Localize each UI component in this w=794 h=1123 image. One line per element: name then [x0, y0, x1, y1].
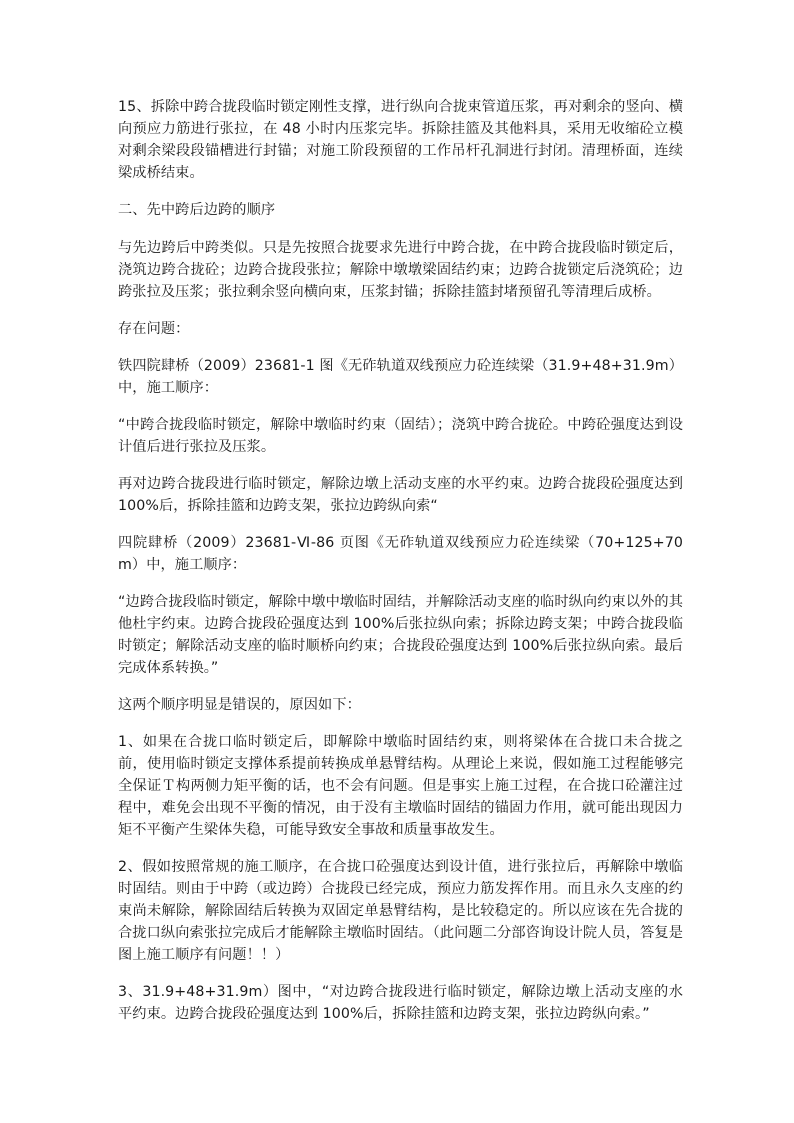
paragraph-drawing-reference-2: 四院肆桥（2009）23681-Ⅵ-86 页图《无砟轨道双线预应力砼连续梁（70+125+70m）中，施工顺序：	[118, 535, 683, 573]
document-body	[118, 96, 683, 1040]
paragraph-reason-1: 1、如果在合拢口临时锁定后，即解除中墩临时固结约束，则将梁体在合拢口未合拢之前，使用临时锁定支撑体系提前转换成单悬臂结构。从理论上来说，假如施工过程能够完全保证Ｔ构两侧力矩平衡的话，也不会有问题。但是事实上施工过程，在合拢口砼灌注过程中，难免会出现不平衡的情况，由于没有主墩临时固结的锚固力作用，就可能出现因力矩不平衡产生梁体失稳，可能导致安全事故和质量事故发生。	[118, 734, 683, 838]
paragraph-issues-label: 存在问题：	[118, 321, 190, 337]
paragraph-quote-1a: “中跨合拢段临时锁定，解除中墩临时约束（固结）；浇筑中跨合拢砼。中跨砼强度达到设计值后进行张拉及压浆。	[118, 417, 683, 455]
paragraph-reason-3: 3、31.9+48+31.9m）图中，“对边跨合拢段进行临时锁定，解除边墩上活动支座的水平约束。边跨合拢段砼强度达到 100%后，拆除挂篮和边跨支架，张拉边跨纵向索。”	[118, 984, 683, 1022]
paragraph-quote-2: “边跨合拢段临时锁定，解除中墩中墩临时固结，并解除活动支座的临时纵向约束以外的其他杜宇约束。边跨合拢段砼强度达到 100%后张拉纵向索；拆除边跨支架；中跨合拢段临时锁定；解除活动支座的临时顺桥向约束；合拢段砼强度达到 100%后张拉纵向索。最后完成体系转换。”	[118, 594, 683, 676]
paragraph-quote-1b: 再对边跨合拢段进行临时锁定，解除边墩上活动支座的水平约束。边跨合拢段砼强度达到 100%后，拆除挂篮和边跨支架，张拉边跨纵向索“	[118, 476, 683, 514]
paragraph-step-15: 15、拆除中跨合拢段临时锁定刚性支撑，进行纵向合拢束管道压浆，再对剩余的竖向、横向预应力筋进行张拉，在 48 小时内压浆完毕。拆除挂篮及其他料具，采用无收缩砼立模对剩余梁段段锚槽进行封锚；对施工阶段预留的工作吊杆孔洞进行封闭。清理桥面，连续梁成桥结束。	[118, 99, 683, 181]
paragraph-reason-2: 2、假如按照常规的施工顺序，在合拢口砼强度达到设计值，进行张拉后，再解除中墩临时固结。则由于中跨（或边跨）合拢段已经完成，预应力筋发挥作用。而且永久支座的约束尚未解除，解除固结后转换为双固定单悬臂结构，是比较稳定的。所以应该在先合拢的合拢口纵向索张拉完成后才能解除主墩临时固结。（此问题二分部咨询设计院人员，答复是图上施工顺序有问题！！）	[118, 859, 683, 963]
paragraph-drawing-reference-1: 铁四院肆桥（2009）23681-1 图《无砟轨道双线预应力砼连续梁（31.9+48+31.9m）中，施工顺序：	[118, 358, 683, 396]
paragraph-error-statement: 这两个顺序明显是错误的，原因如下：	[118, 697, 361, 713]
section-heading-mid-span-first: 二、先中跨后边跨的顺序	[118, 202, 276, 218]
paragraph-sequence-description: 与先边跨后中跨类似。只是先按照合拢要求先进行中跨合拢，在中跨合拢段临时锁定后，浇筑边跨合拢砼；边跨合拢段张拉；解除中墩墩梁固结约束；边跨合拢锁定后浇筑砼；边跨张拉及压浆；张拉剩余竖向横向束，压浆封锚；拆除挂篮封堵预留孔等清理后成桥。	[118, 240, 683, 300]
